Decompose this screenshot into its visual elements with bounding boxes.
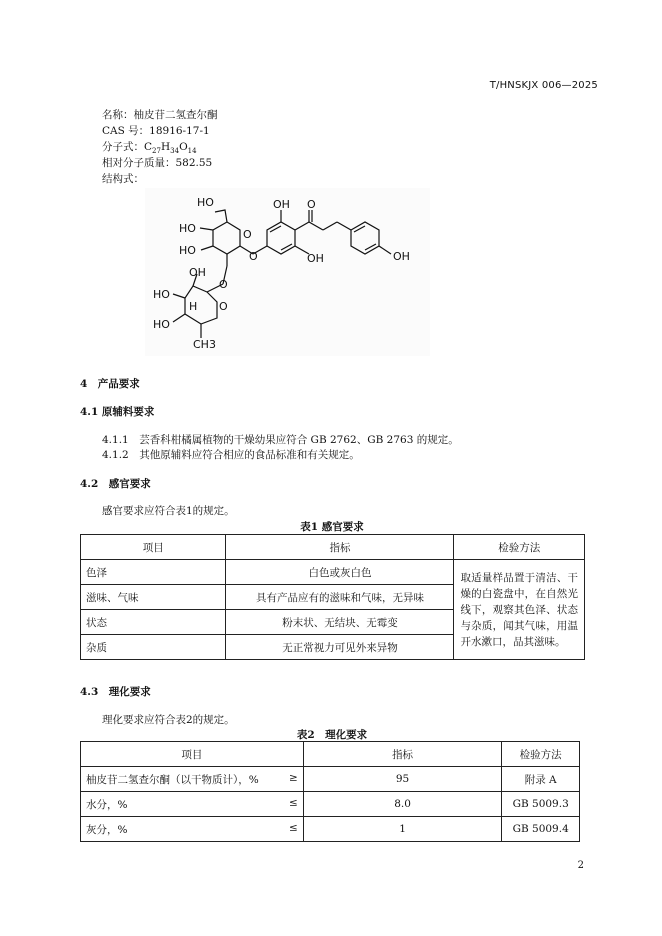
table1-cell: 无正常视力可见外来异物 [226, 635, 454, 660]
structure-label-9: O [219, 300, 228, 313]
structure-label-7: HO [153, 318, 170, 331]
table1-cell: 状态 [81, 610, 226, 635]
table2-cell: 1 [303, 817, 502, 842]
table2-cell: 水分，% ≤ [81, 792, 304, 817]
section-4-2-heading: 4.2 感官要求 [80, 478, 151, 490]
structure-label-10: CH3 [193, 338, 216, 351]
structure-label: 结构式： [102, 173, 144, 185]
table2-cell: 8.0 [303, 792, 502, 817]
page-number: 2 [577, 860, 584, 871]
molecular-formula: 分子式：$C_{27}H_{34}O_{14}$ [102, 141, 197, 156]
document-code: T/HNSKJX 006—2025 [489, 80, 598, 91]
physicochemical-table [80, 741, 580, 842]
table2-header-method: 检验方法 [502, 742, 580, 767]
table2-header-indicator: 指标 [303, 742, 502, 767]
table1-method: 取适量样品置于清洁、干燥的白瓷盘中，在自然光线下，观察其色泽、状态与杂质，闻其气味，用温开水漱口，品其滋味。 [454, 560, 585, 660]
table1-header-indicator: 指标 [226, 535, 454, 560]
table2-cell: 灰分，% ≤ [81, 817, 304, 842]
table2-cell: 柚皮苷二氢查尔酮（以干物质计），% ≥ [81, 767, 304, 792]
table-row [81, 792, 580, 817]
structural-formula [145, 188, 430, 356]
structure-label-5: O [243, 228, 252, 241]
table1-cell: 滋味、气味 [81, 585, 226, 610]
table1-cell: 粉末状、无结块、无霉变 [226, 610, 454, 635]
table1-cell: 杂质 [81, 635, 226, 660]
section-4-heading: 4 产品要求 [80, 378, 140, 390]
clause-4-1-1: 4.1.1 芸香科柑橘属植物的干燥幼果应符合 GB 2762、GB 2763 的规定。 [102, 434, 459, 446]
section-4-3-text: 理化要求应符合表2的规定。 [102, 714, 235, 726]
sensory-table [80, 534, 585, 660]
cas-number: CAS 号：18916-17-1 [102, 125, 210, 137]
section-4-1-heading: 4.1 原辅料要求 [80, 406, 155, 418]
section-4-2-text: 感官要求应符合表1的规定。 [102, 505, 235, 517]
table1-cell: 色泽 [81, 560, 226, 585]
structure-label-1: HO [197, 196, 214, 209]
structure-diagram [145, 188, 430, 356]
section-4-3-heading: 4.3 理化要求 [80, 686, 151, 698]
table-row [81, 817, 580, 842]
structure-label-6: HO [153, 288, 170, 301]
structure-label-2: HO [179, 222, 196, 235]
table-row [81, 767, 580, 792]
table2-cell: 附录 A [502, 767, 580, 792]
structure-label-4: OH [189, 266, 206, 279]
table-row [81, 560, 585, 585]
structure-label-13: OH [307, 252, 324, 265]
table2-cell: GB 5009.4 [502, 817, 580, 842]
table2-caption: 表2 理化要求 [296, 729, 368, 741]
table2-header-item: 项目 [81, 742, 304, 767]
structure-label-16: O [219, 278, 228, 291]
structure-label-3: HO [179, 244, 196, 257]
table1-cell: 白色或灰白色 [226, 560, 454, 585]
table2-cell: 95 [303, 767, 502, 792]
compound-info [102, 107, 218, 187]
table1-cell: 具有产品应有的滋味和气味，无异味 [226, 585, 454, 610]
table1-header-method: 检验方法 [454, 535, 585, 560]
molecular-mass: 相对分子质量：582.55 [102, 157, 213, 169]
compound-name: 名称：柚皮苷二氢查尔酮 [102, 109, 218, 121]
structure-label-8: H [189, 300, 198, 313]
structure-label-12: O [307, 198, 316, 211]
structure-label-11: OH [273, 198, 290, 211]
structure-label-14: O [249, 250, 258, 263]
table1-caption: 表1 感官要求 [300, 521, 364, 533]
table1-header-item: 项目 [81, 535, 226, 560]
table2-cell: GB 5009.3 [502, 792, 580, 817]
clause-4-1-2: 4.1.2 其他原辅料应符合相应的食品标准和有关规定。 [102, 449, 360, 461]
structure-label-15: OH [393, 250, 410, 263]
